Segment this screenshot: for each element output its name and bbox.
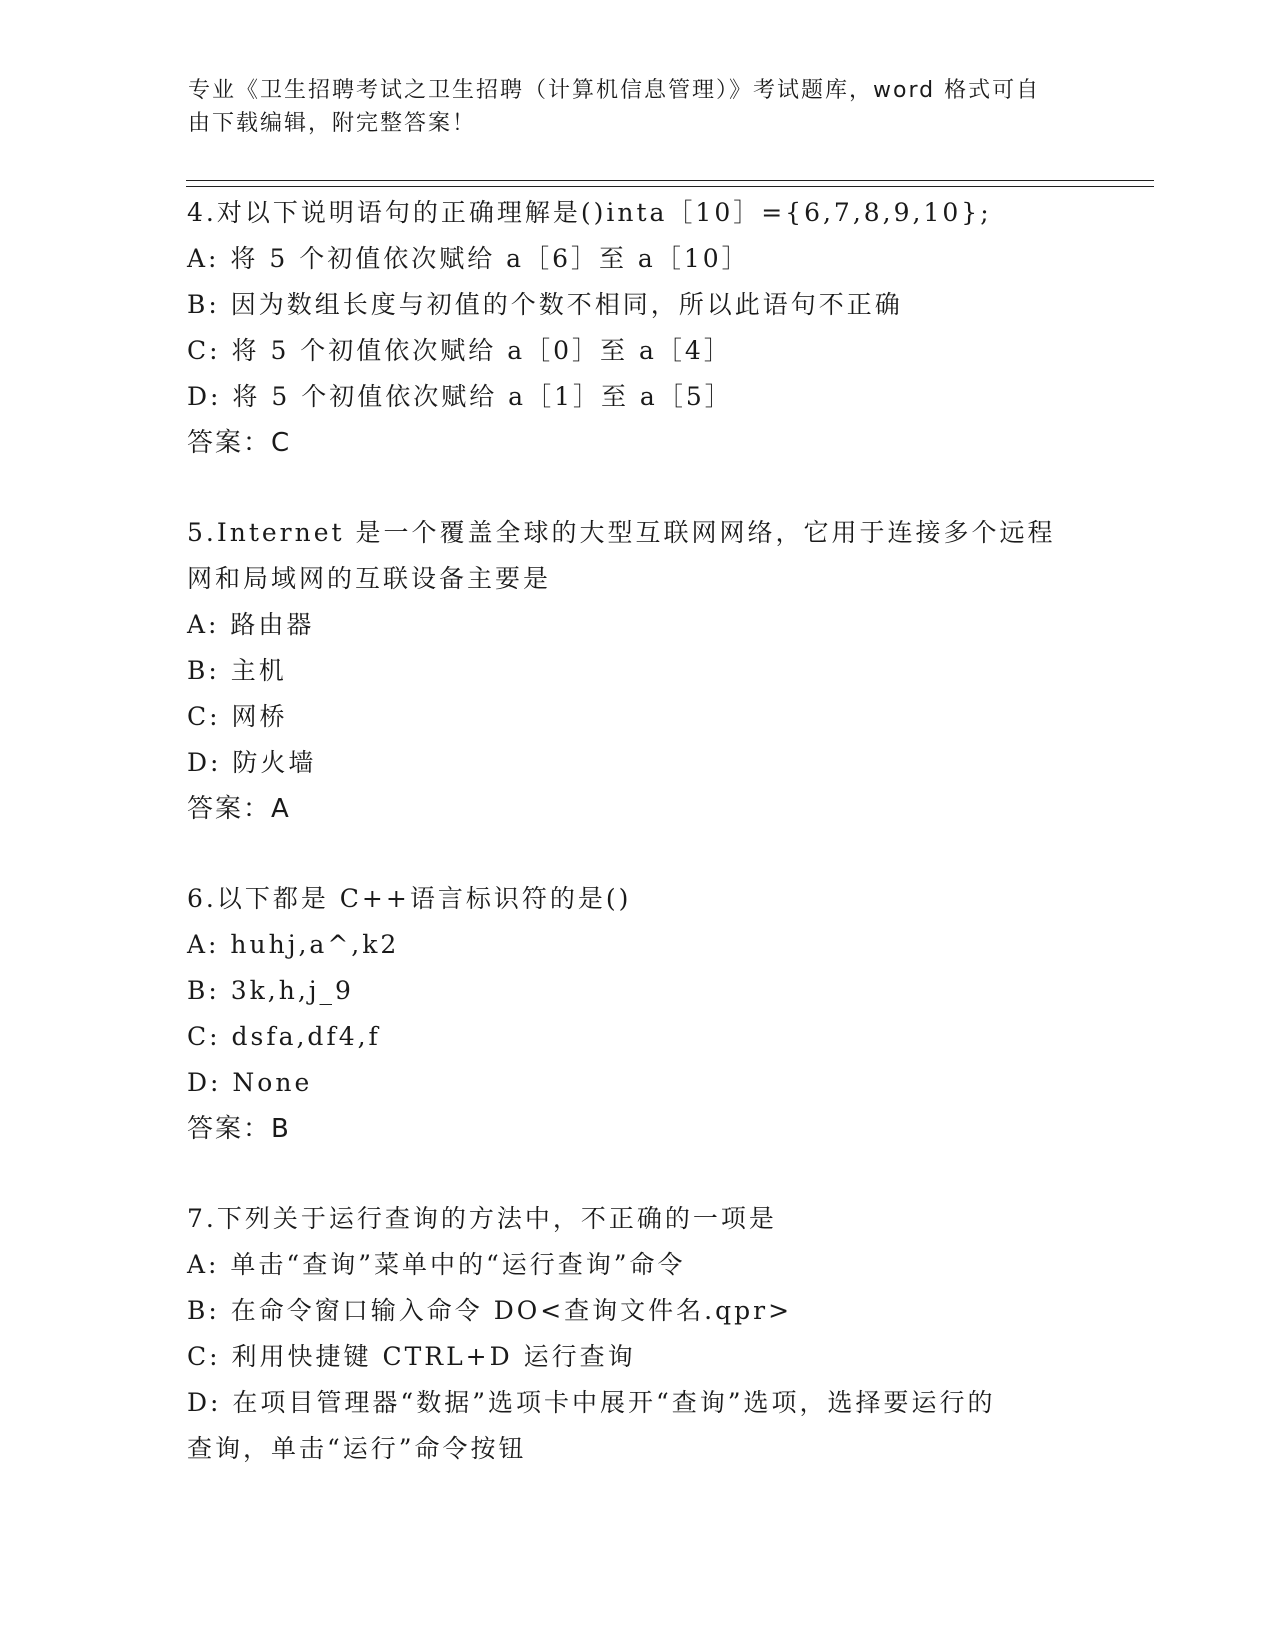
question-stem: 7.下列关于运行查询的方法中，不正确的一项是 bbox=[187, 1204, 777, 1233]
question-stem: 6.以下都是 C++语言标识符的是() bbox=[187, 884, 632, 913]
option-c: C: 将 5 个初值依次赋给 a［0］至 a［4］ bbox=[187, 336, 732, 365]
answer-label: 答案：A bbox=[187, 794, 291, 824]
option-a: A: 将 5 个初值依次赋给 a［6］至 a［10］ bbox=[187, 244, 750, 273]
option-d: D: 防火墙 bbox=[187, 748, 317, 777]
answer-label: 答案：B bbox=[187, 1114, 291, 1144]
option-b: B: 因为数组长度与初值的个数不相同，所以此语句不正确 bbox=[187, 290, 903, 319]
header-divider-top bbox=[186, 180, 1154, 181]
header-divider-bottom bbox=[186, 186, 1154, 187]
question-stem-continued: 网和局域网的互联设备主要是 bbox=[187, 564, 552, 593]
option-d: D: 将 5 个初值依次赋给 a［1］至 a［5］ bbox=[187, 382, 733, 411]
question-block bbox=[187, 876, 1087, 1152]
answer-label: 答案：C bbox=[187, 428, 292, 458]
question-block bbox=[187, 190, 1087, 466]
document-header bbox=[188, 74, 1068, 140]
question-list bbox=[187, 190, 1087, 1472]
header-line-2: 由下载编辑，附完整答案！ bbox=[188, 111, 477, 136]
option-b: B: 3k,h,j_9 bbox=[187, 976, 354, 1005]
header-line-1: 专业《卫生招聘考试之卫生招聘（计算机信息管理）》考试题库，word 格式可自 bbox=[188, 78, 1041, 103]
option-d-continued: 查询，单击“运行”命令按钮 bbox=[187, 1434, 527, 1463]
option-a: A: 单击“查询”菜单中的“运行查询”命令 bbox=[187, 1250, 686, 1279]
option-b: B: 在命令窗口输入命令 DO<查询文件名.qpr> bbox=[187, 1296, 793, 1325]
option-c: C: dsfa,df4,f bbox=[187, 1022, 381, 1051]
question-block bbox=[187, 1196, 1087, 1472]
option-d: D: None bbox=[187, 1068, 313, 1097]
option-c: C: 利用快捷键 CTRL+D 运行查询 bbox=[187, 1342, 636, 1371]
option-d: D: 在项目管理器“数据”选项卡中展开“查询”选项，选择要运行的 bbox=[187, 1388, 996, 1417]
question-block bbox=[187, 510, 1087, 832]
option-a: A: 路由器 bbox=[187, 610, 315, 639]
question-stem: 4.对以下说明语句的正确理解是()inta［10］={6,7,8,9,10}; bbox=[187, 198, 992, 227]
question-stem: 5.Internet 是一个覆盖全球的大型互联网网络，它用于连接多个远程 bbox=[187, 518, 1056, 547]
option-a: A: huhj,a^,k2 bbox=[187, 930, 400, 959]
option-b: B: 主机 bbox=[187, 656, 287, 685]
option-c: C: 网桥 bbox=[187, 702, 288, 731]
